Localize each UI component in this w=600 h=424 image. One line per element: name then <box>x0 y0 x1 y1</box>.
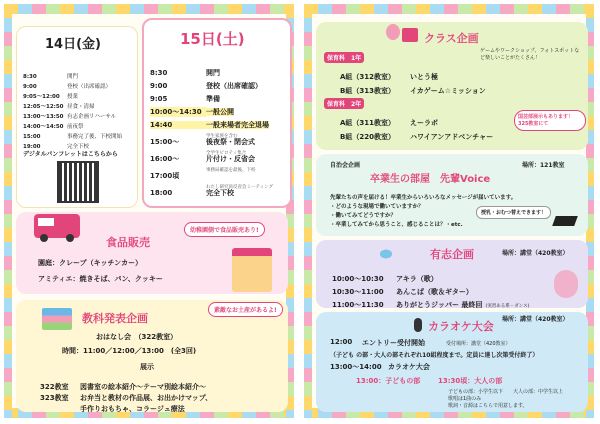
karaoke-fine1: 子どもの部：小学生以下 大人の部：中学生以上 <box>448 389 564 395</box>
row-text: 授業 <box>67 94 79 100</box>
right-page <box>304 4 594 418</box>
volunteer-place: 場所：講堂（420教室） <box>502 250 569 257</box>
group2-label: 保育科 2年 <box>324 98 364 109</box>
balloons-icon <box>386 24 400 40</box>
row-time: 9:05 <box>150 95 168 103</box>
market-stall-icon <box>232 248 272 292</box>
row-text: 完全下校 <box>206 189 234 197</box>
graduate-line: ・働いてみてどうですか？ <box>330 213 397 219</box>
day14-title: 14日(金) <box>45 37 101 52</box>
volunteer-time: 10:00〜10:30 <box>332 275 384 283</box>
row-text: 片付け・反省会 <box>206 155 255 163</box>
row-text: 開門 <box>206 69 220 77</box>
class-name: A組（311教室） <box>340 119 396 127</box>
exhibit-text: 図書室の絵本紹介〜テーマ別絵本紹介〜 <box>80 383 206 391</box>
karaoke-fine2: 歌唱は1曲のみ <box>448 396 482 402</box>
row-time: 8:30 <box>150 69 168 77</box>
class-project: えーラボ <box>410 119 438 127</box>
graduate-section <box>316 154 588 236</box>
row-time: 18:00 <box>150 189 173 197</box>
class-project: ハワイアンアドベンチャー <box>410 133 494 141</box>
row-text: 登校（出席確認） <box>206 82 262 90</box>
graduate-line: ・どのような現場で働いていますか？ <box>330 204 424 210</box>
karaoke-line3-time: 13:00〜14:00 <box>330 363 382 371</box>
volunteer-act: あんこば（歌＆ギター） <box>396 288 473 296</box>
karaoke-place: 場所：講堂（420教室） <box>502 316 569 323</box>
microphone-icon <box>414 318 422 332</box>
row-time: 9:05〜12:00 <box>23 94 60 100</box>
exhibit-room: 323教室 <box>40 394 69 402</box>
schedule-row <box>40 396 185 415</box>
class-exhibit-section <box>16 300 288 412</box>
volunteer-title: 有志企画 <box>430 248 474 261</box>
schedule-row <box>340 78 486 97</box>
row-time: 8:30 <box>23 74 37 80</box>
day15-schedule <box>142 18 292 208</box>
story-times: 時間：11:00／12:00／13:00 (全3回) <box>62 347 197 355</box>
row-text: 登校（出席確認） <box>67 84 112 90</box>
schedule-row <box>150 180 234 199</box>
food-item-2: アミティエ：焼きそば、パン、クッキー <box>38 275 163 283</box>
volunteer-section <box>316 240 588 308</box>
class-plan-bubble2: 国芸部展示もあります！325教室にて <box>514 110 586 131</box>
row-note: わたし研究員反省会ミーティング <box>206 185 274 190</box>
food-truck-icon <box>34 214 80 238</box>
class-name: B組（220教室） <box>340 133 395 141</box>
row-text: 有志企画リハーサル <box>67 114 117 120</box>
exhibit-room: 322教室 <box>40 383 69 391</box>
karaoke-section <box>316 312 588 412</box>
class-plan-note: ゲームやワークショップ、フォトスポットなど楽しいことがたくさん！ <box>480 48 580 61</box>
schedule-row <box>330 211 463 230</box>
row-time: 19:00 <box>23 144 41 150</box>
class-plan-title: クラス企画 <box>424 32 479 45</box>
left-page <box>4 4 294 418</box>
karaoke-line1-note: 受付場所：講堂（420教室） <box>446 341 511 347</box>
food-section <box>16 212 288 294</box>
singers-icon <box>554 270 578 298</box>
gift-icon <box>402 28 418 42</box>
decorative-stripe <box>4 4 294 14</box>
class-project: イカゲーム☆ミッション <box>410 87 486 95</box>
food-item-1: 園庭：クレープ（キッチンカー） <box>38 259 143 267</box>
pamphlet-label: デジタルパンフレットはこちらから <box>23 151 118 158</box>
karaoke-line2: （子ども の部・大人の部それぞれ10組程度まで。定員に達し次第受付終了） <box>330 352 539 359</box>
row-text: 後夜祭・閉会式 <box>206 138 255 146</box>
graduate-title: 卒業生の部屋 先輩Voice <box>370 174 491 185</box>
dancers-icon <box>372 244 400 264</box>
exhibit-text: 手作りおもちゃ、コラージュ療法 <box>80 405 185 413</box>
row-text: 一般来場者完全退場 <box>206 121 269 129</box>
karaoke-adults: 13:30頃：大人の部 <box>438 377 503 385</box>
graduation-cap-icon <box>552 216 578 226</box>
row-time: 15:00 <box>23 134 41 140</box>
graduate-line: ・卒業してみてから思うこと、感じることは？・etc. <box>330 222 463 228</box>
row-time: 9:00 <box>150 82 168 90</box>
row-time: 9:00 <box>23 84 37 90</box>
schedule-row <box>332 292 529 311</box>
row-text: 事務完了後、下校開始 <box>67 134 123 140</box>
row-text: 完全下校 <box>67 144 90 150</box>
row-note: 事務局確認を最後、下校 <box>206 168 256 173</box>
class-exhibit-bubble: 素敵なお土産があるよ! <box>208 302 283 317</box>
books-icon <box>42 308 72 330</box>
row-time: 15:00〜 <box>150 138 180 146</box>
row-note: 学生家族を含む <box>206 134 238 139</box>
row-time: 16:00〜 <box>150 155 180 163</box>
graduate-host: 自治会企画 <box>330 162 361 169</box>
row-note: 全学生ピロティ集合 <box>206 151 247 156</box>
decorative-stripe <box>4 4 12 418</box>
karaoke-fine3: 歌詞・音源はこちらで用意します。 <box>448 403 528 409</box>
qr-code-icon[interactable] <box>57 161 99 203</box>
exhibit-text: お弁当と教材の作品展、お出かけマップ、 <box>80 394 213 402</box>
row-time: 13:00〜13:50 <box>23 114 64 120</box>
class-name: B組（313教室） <box>340 87 395 95</box>
row-text: 準備 <box>206 95 220 103</box>
row-time: 14:00〜14:50 <box>23 124 64 130</box>
karaoke-kids: 13:00：子どもの部 <box>356 377 421 385</box>
graduate-note: 授乳・おむつ替えできます！ <box>476 206 551 219</box>
row-time: 10:00〜14:30 <box>150 107 206 117</box>
day14-schedule <box>16 26 138 208</box>
day15-title: 15日(土) <box>180 30 245 48</box>
volunteer-act: アキラ（歌） <box>396 275 438 283</box>
group1-label: 保育科 1年 <box>324 52 364 63</box>
class-project: いとう極 <box>410 73 438 81</box>
volunteer-act: ありがとうジッパー 最終回 <box>396 301 483 309</box>
food-bubble: 幼稚園側で食品販売あり! <box>184 222 265 237</box>
volunteer-note: (実習ある系・ダンス) <box>485 304 530 309</box>
volunteer-time: 11:00〜11:30 <box>332 301 384 309</box>
volunteer-time: 10:30〜11:00 <box>332 288 384 296</box>
row-time: 17:00頃 <box>150 172 180 180</box>
karaoke-line1-time: 12:00 <box>330 338 353 346</box>
class-exhibit-title: 教科発表企画 <box>82 312 148 325</box>
row-text: 開門 <box>67 74 79 80</box>
exhibit-heading: 展示 <box>140 363 154 371</box>
graduate-place: 場所：121教室 <box>522 162 565 169</box>
karaoke-title: カラオケ大会 <box>428 320 494 333</box>
class-name: A組（312教室） <box>340 73 396 81</box>
food-title: 食品販売 <box>106 236 150 249</box>
row-text: 昼食・清掃 <box>67 104 95 110</box>
graduate-line: 先輩たちの声を届ける！卒業生からいろいろなメッセージが届いています。 <box>330 195 517 201</box>
class-plan-section <box>316 22 588 150</box>
karaoke-line3-text: カラオケ大会 <box>388 363 430 371</box>
decorative-stripe <box>304 4 594 14</box>
decorative-stripe <box>304 4 312 418</box>
karaoke-line1-text: エントリー受付開始 <box>362 339 425 347</box>
story-title: おはなし会 （322教室） <box>96 333 178 341</box>
row-text: 前夜祭 <box>67 124 84 130</box>
row-time: 12:05〜12:50 <box>23 104 64 110</box>
schedule-row <box>340 124 493 143</box>
row-time: 14:40 <box>150 121 206 129</box>
row-text: 一般公開 <box>206 108 234 116</box>
